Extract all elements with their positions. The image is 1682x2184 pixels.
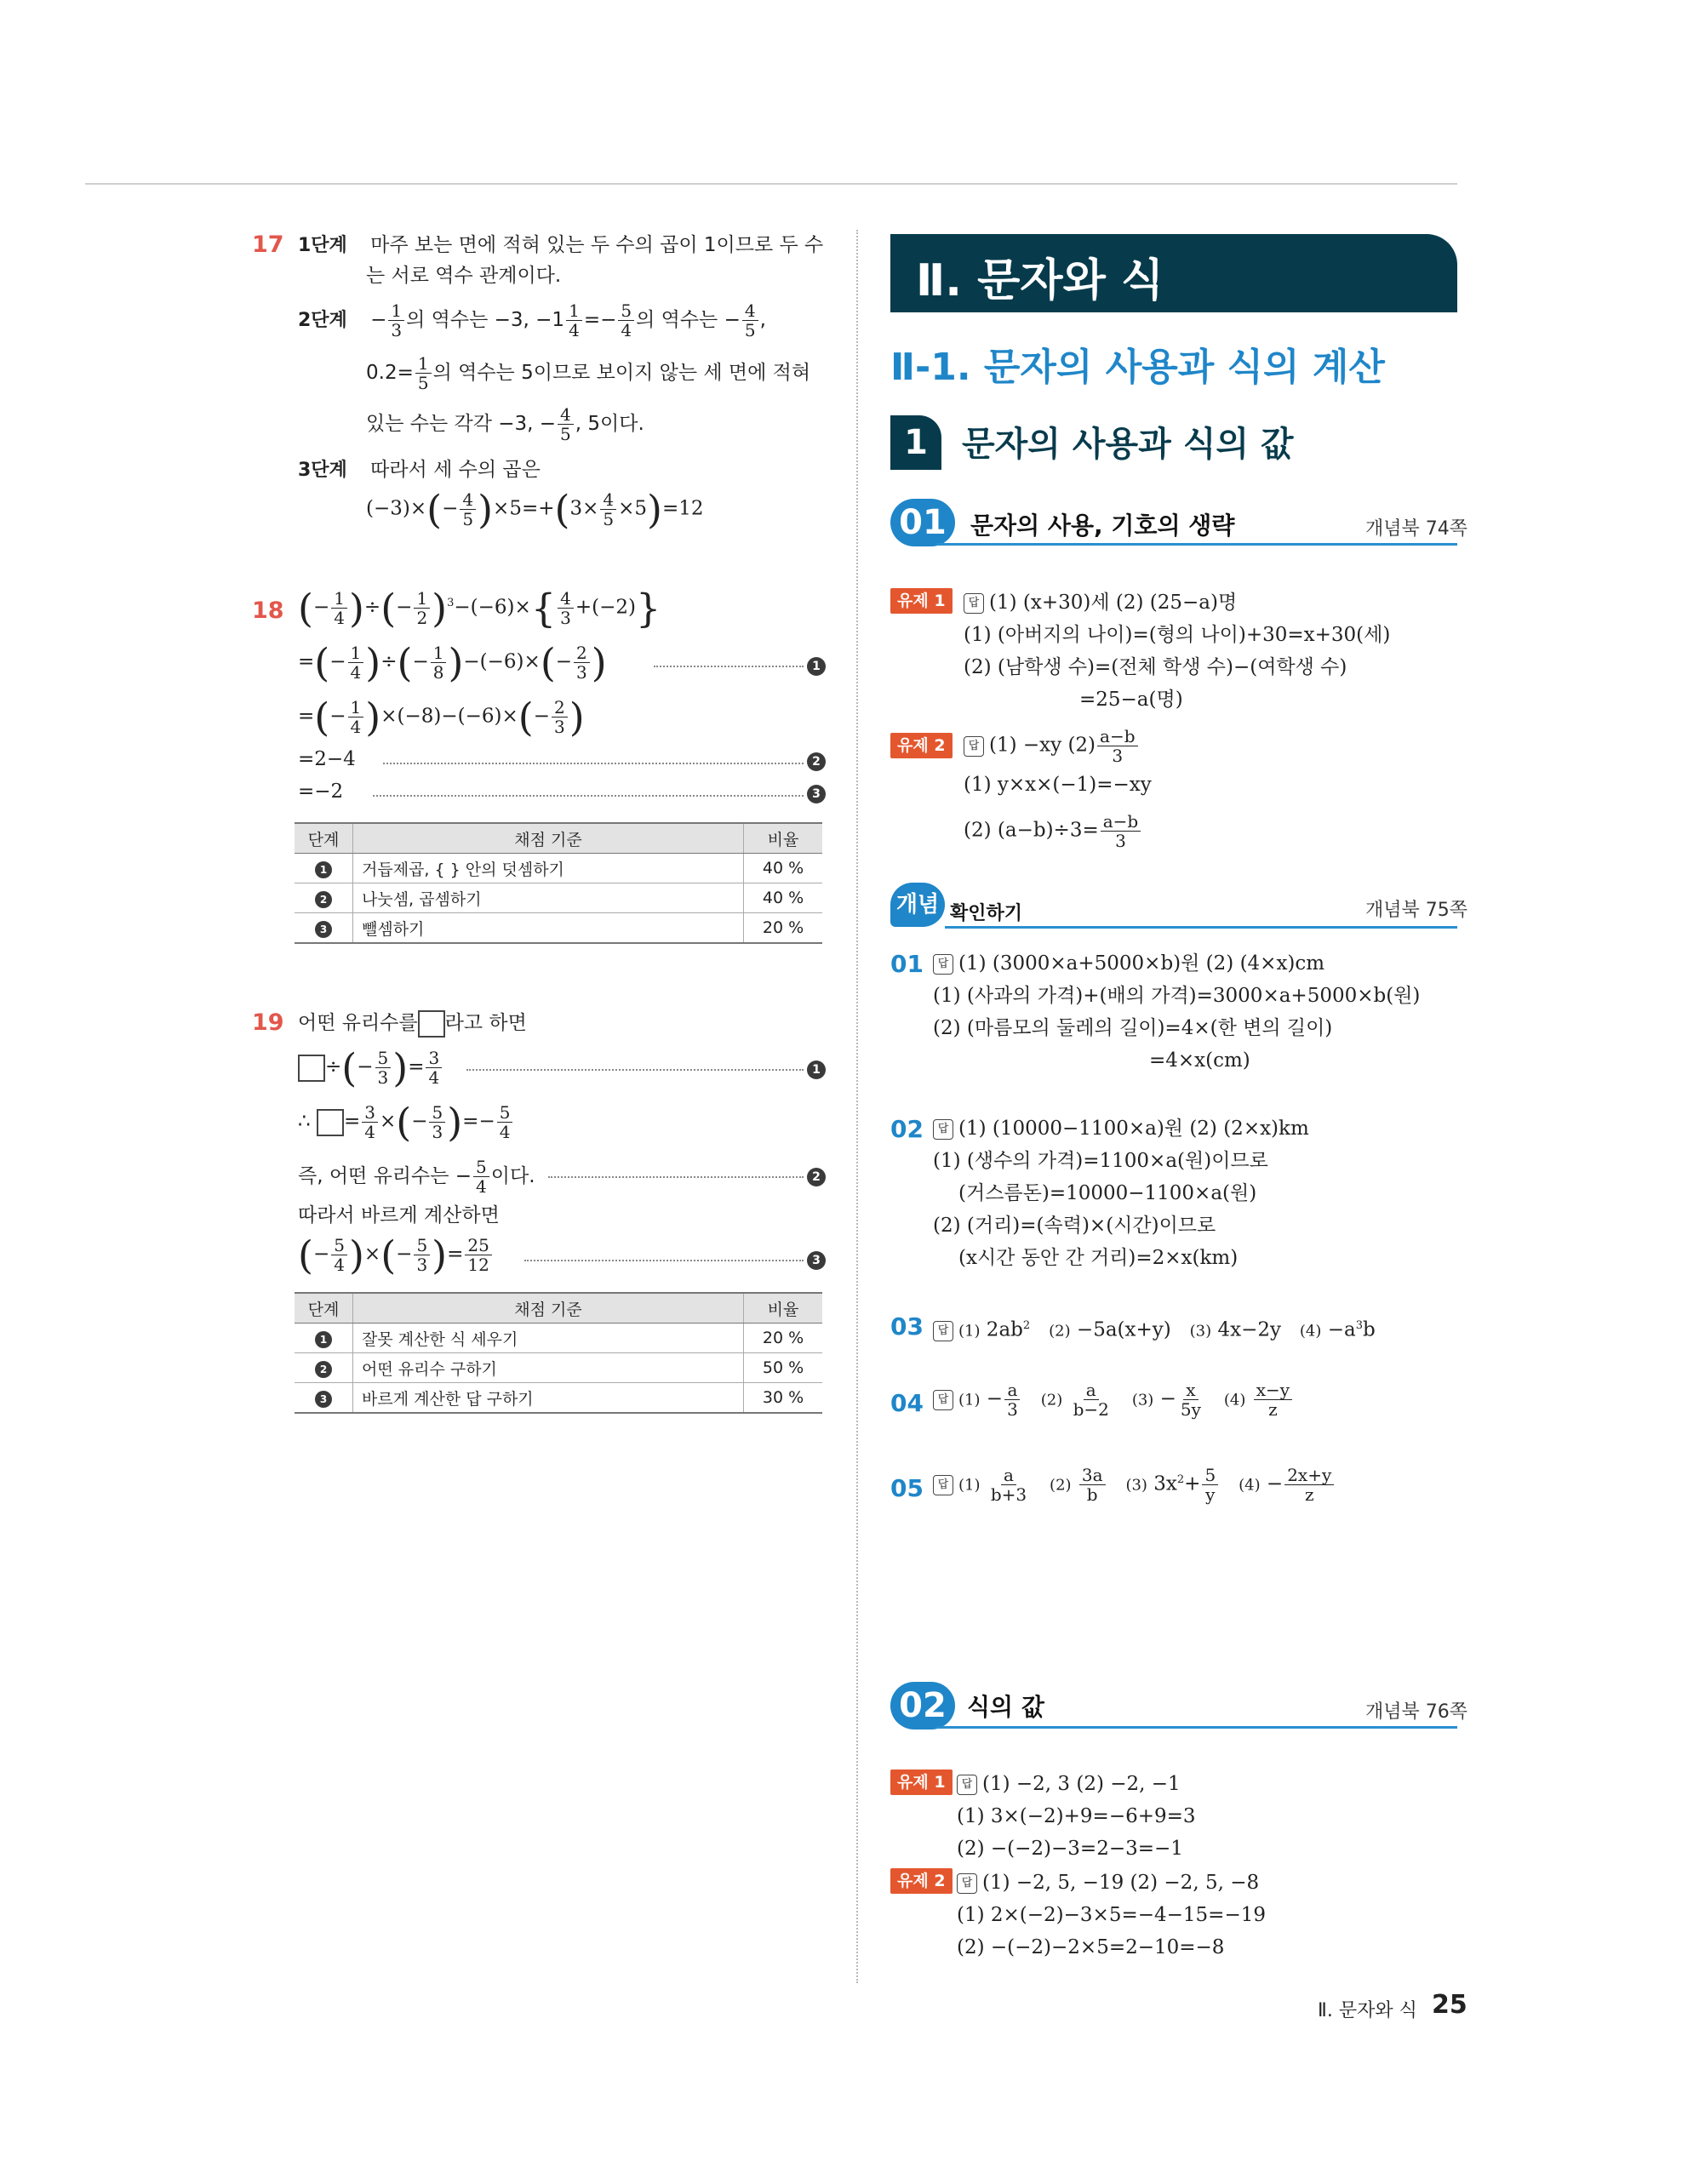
- answer-icon: 답: [933, 1119, 953, 1140]
- footer-chapter: Ⅱ. 문자와 식: [1318, 2000, 1417, 2021]
- question-number: 04: [890, 1389, 924, 1417]
- step1-line2: 는 서로 역수 관계이다.: [366, 265, 562, 287]
- row-ratio: 20 %: [744, 913, 823, 944]
- leader-dots: [383, 763, 804, 764]
- explanation-line: (x시간 동안 간 거리)=2×x(km): [958, 1247, 1239, 1269]
- p19-line4-a: 즉, 어떤 유리수는 −: [298, 1165, 472, 1187]
- row-mark: 1: [315, 1331, 332, 1348]
- example-badge: 유제 1: [890, 1769, 953, 1795]
- row-mark: 1: [315, 861, 332, 878]
- p18-line1: (− $\frac{1}{4}$ )÷(− $\frac{1}{2}$ )$^3$−(−6)×{ $\frac{4}{3}$ +(−2)}: [298, 585, 661, 632]
- p19-line4-b: 이다.: [490, 1165, 535, 1187]
- example-answer-text: (1) −2, 5, −19 (2) −2, 5, −8: [982, 1872, 1260, 1894]
- row-ratio: 40 %: [744, 883, 823, 913]
- example-answer: [957, 1770, 1181, 1798]
- topic-underline: [936, 1726, 1457, 1729]
- page-number: 25: [1432, 1990, 1467, 2020]
- problem-18-number: 18: [252, 597, 284, 624]
- mark-2: 2: [807, 1168, 826, 1186]
- answer-icon: 답: [957, 1873, 977, 1894]
- example-answer: 답 (1) −xy (2) $\frac{a-b}{3}$: [964, 727, 1140, 765]
- question-number: 02: [890, 1115, 924, 1143]
- table-header: 비율: [744, 1293, 823, 1324]
- step3-expression: (−3)×(− $\frac{4}{5}$ )×5=+(3× $\frac{4}{5}$ ×5)=12: [366, 486, 704, 533]
- step2-line2: 0.2= $\frac{1}{5}$ 의 역수는 5이므로 보이지 않는 세 면에 적혀: [366, 353, 811, 393]
- p18-line5: =−2: [298, 780, 344, 803]
- mark-3: 3: [807, 785, 826, 803]
- p19-scoring-table: [295, 1292, 822, 1414]
- explanation-line: (2) (마름모의 둘레의 길이)=4×(한 변의 길이): [933, 1017, 1333, 1039]
- step2-label: 2단계: [298, 310, 347, 331]
- section-number: 1: [890, 415, 941, 470]
- answer-icon: 답: [933, 1390, 953, 1410]
- row-mark: 2: [315, 1361, 332, 1378]
- table-header: 채점 기준: [353, 1293, 744, 1324]
- explanation-line: (2) (거리)=(속력)×(시간)이므로: [933, 1215, 1216, 1237]
- section-title: 문자의 사용과 식의 값: [962, 425, 1294, 464]
- mark-3: 3: [807, 1251, 826, 1270]
- step2-text-a: 의 역수는 −3, −1: [406, 309, 565, 331]
- mark-1: 1: [807, 657, 826, 676]
- table-header: 단계: [295, 1293, 353, 1324]
- question-answer: [933, 950, 1324, 977]
- topic-title: 문자의 사용, 기호의 생략: [970, 512, 1235, 540]
- explanation-line: =4×x(cm): [1149, 1049, 1250, 1072]
- topic-underline: [945, 926, 1457, 929]
- reference-page: 개념북 76쪽: [1365, 1701, 1467, 1723]
- explanation-line: (2) (a−b)÷3= $\frac{a-b}{3}$: [964, 812, 1142, 850]
- explanation-line: (1) (생수의 가격)=1100×a(원)이므로: [933, 1150, 1268, 1172]
- answer-icon: 답: [933, 1321, 953, 1341]
- topic-number-badge: 02: [890, 1682, 955, 1729]
- row-criterion: 잘못 계산한 식 세우기: [353, 1324, 744, 1353]
- p19-line4: 즉, 어떤 유리수는 − $\frac{5}{4}$ 이다.: [298, 1157, 535, 1197]
- problem-17-step3: [298, 456, 541, 484]
- example-badge: 유제 2: [890, 733, 953, 758]
- column-divider: [856, 230, 858, 1983]
- question-number: 03: [890, 1312, 924, 1341]
- row-criterion: 어떤 유리수 구하기: [353, 1353, 744, 1383]
- answer-icon: 답: [964, 736, 984, 757]
- step2-text-f: , 5이다.: [575, 413, 644, 435]
- explanation-line: =25−a(명): [1079, 689, 1183, 711]
- step3-label: 3단계: [298, 460, 347, 481]
- example-answer: [964, 589, 1237, 616]
- mark-2: 2: [807, 752, 826, 771]
- p19-line1-a: 어떤 유리수를: [298, 1012, 418, 1034]
- table-header: 비율: [744, 823, 823, 854]
- unknown-box: [418, 1010, 445, 1038]
- table-row: [295, 1353, 822, 1383]
- row-ratio: 40 %: [744, 854, 823, 883]
- top-rule: [85, 183, 1457, 185]
- example-answer-text: (1) −2, 3 (2) −2, −1: [982, 1773, 1181, 1795]
- mark-1: 1: [807, 1061, 826, 1079]
- example-badge: 유제 2: [890, 1868, 953, 1894]
- example-answer-text: (1) −xy (2): [989, 734, 1096, 757]
- p18-scoring-table: [295, 822, 822, 944]
- question-answer: 답 (1) − $\frac{a}{3}$ (2) $\frac{a}{b-2}$ (3) − $\frac{x}{5y}$ (4) $\frac{x-y}{z}$: [933, 1381, 1294, 1419]
- row-ratio: 50 %: [744, 1353, 823, 1383]
- table-header: 단계: [295, 823, 353, 854]
- leader-dots: [524, 1260, 804, 1261]
- topic-underline: [936, 543, 1457, 546]
- question-answer: [933, 1115, 1309, 1142]
- row-ratio: 30 %: [744, 1383, 823, 1414]
- reference-page: 개념북 74쪽: [1365, 518, 1467, 540]
- concept-badge: 개념: [890, 883, 945, 927]
- answer-icon: 답: [933, 954, 953, 975]
- row-mark: 2: [315, 891, 332, 908]
- chapter-title: Ⅱ. 문자와 식: [916, 255, 1164, 306]
- explanation-line: (1) (아버지의 나이)=(형의 나이)+30=x+30(세): [964, 624, 1391, 646]
- answer-icon: 답: [957, 1775, 977, 1795]
- question-answer-text: (1) (3000×a+5000×b)원 (2) (4×x)cm: [958, 952, 1325, 975]
- table-row: [295, 883, 822, 913]
- explanation-line: (1) 2×(−2)−3×5=−4−15=−19: [957, 1904, 1266, 1926]
- step2-text-b: 의 역수는 −: [636, 309, 741, 331]
- table-row: [295, 854, 822, 883]
- p18-line4: =2−4: [298, 748, 356, 770]
- question-number: 05: [890, 1474, 924, 1502]
- p19-line6: (− $\frac{5}{4}$ )×(− $\frac{5}{3}$ )= $\frac{25}{12}$: [298, 1236, 494, 1274]
- explanation-line: (2) (남학생 수)=(전체 학생 수)−(여학생 수): [964, 656, 1347, 678]
- row-criterion: 바르게 계산한 답 구하기: [353, 1383, 744, 1414]
- leader-dots: [654, 666, 804, 667]
- step1-label: 1단계: [298, 235, 347, 256]
- row-criterion: 뺄셈하기: [353, 913, 744, 944]
- explanation-line: (1) 3×(−2)+9=−6+9=3: [957, 1805, 1196, 1827]
- table-row: [295, 913, 822, 944]
- explanation-line: (2) −(−2)−2×5=2−10=−8: [957, 1936, 1225, 1958]
- explanation-line: (거스름돈)=10000−1100×a(원): [958, 1182, 1257, 1204]
- reference-page: 개념북 75쪽: [1365, 900, 1467, 921]
- p19-line3: ∴ = $\frac{3}{4}$ ×(− $\frac{5}{3}$ )=− $\frac{5}{4}$: [298, 1103, 514, 1141]
- problem-17-number: 17: [252, 232, 284, 258]
- row-criterion: 나눗셈, 곱셈하기: [353, 883, 744, 913]
- step3-line1: 따라서 세 수의 곱은: [370, 459, 541, 481]
- topic-title: 식의 값: [967, 1693, 1044, 1721]
- step1-line1: 마주 보는 면에 적혀 있는 두 수의 곱이 1이므로 두 수: [370, 234, 824, 256]
- row-ratio: 20 %: [744, 1324, 823, 1353]
- concept-title: 확인하기: [950, 903, 1023, 924]
- table-row: [295, 1383, 822, 1414]
- explanation-line: (1) (사과의 가격)+(배의 가격)=3000×a+5000×b(원): [933, 985, 1421, 1007]
- step2-text-e: 있는 수는 각각 −3, −: [366, 413, 557, 435]
- row-mark: 3: [315, 1391, 332, 1408]
- problem-17-step2: 2단계 − $\frac{1}{3}$ 의 역수는 −3, −1 $\frac{1}{4}$ =− $\frac{5}{4}$ 의 역수는 − $\frac{4}{5}$ ,: [298, 300, 766, 340]
- subchapter-title: Ⅱ-1. 문자의 사용과 식의 계산: [890, 346, 1385, 389]
- problem-17-step1: [298, 232, 823, 260]
- row-mark: 3: [315, 921, 332, 938]
- table-row: [295, 1324, 822, 1353]
- step2-text-c: 0.2=: [366, 362, 414, 384]
- p19-line5: 따라서 바르게 계산하면: [298, 1204, 500, 1226]
- question-answer-text: (1) (10000−1100×a)원 (2) (2×x)km: [958, 1118, 1309, 1140]
- chapter-banner: [890, 234, 1457, 312]
- explanation-text: (2) (a−b)÷3=: [964, 819, 1099, 842]
- step2-text-d: 의 역수는 5이므로 보이지 않는 세 면에 적혀: [432, 362, 811, 384]
- explanation-line: (2) −(−2)−3=2−3=−1: [957, 1838, 1183, 1860]
- topic-number-badge: 01: [890, 499, 955, 546]
- table-header: 채점 기준: [353, 823, 744, 854]
- step3-result: =12: [661, 497, 704, 520]
- answer-icon: 답: [933, 1475, 953, 1495]
- question-number: 01: [890, 950, 924, 978]
- unknown-box: [298, 1055, 325, 1082]
- p19-line1-b: 라고 하면: [444, 1012, 527, 1034]
- p18-line3: =(− $\frac{1}{4}$ )×(−8)−(−6)×(− $\frac{2}{3}$ ): [298, 694, 585, 740]
- answer-icon: 답: [964, 593, 984, 614]
- question-answer: 답 (1) $2ab^2$ (2) −5a(x+y) (3) 4x−2y $(4) -a^3b$: [933, 1312, 1376, 1346]
- p19-line1: [298, 1009, 527, 1038]
- example-answer: [957, 1869, 1259, 1896]
- step2-line3: 있는 수는 각각 −3, − $\frac{4}{5}$ , 5이다.: [366, 404, 644, 444]
- row-criterion: 거듭제곱, { } 안의 덧셈하기: [353, 854, 744, 883]
- p19-line2: ÷(− $\frac{5}{3}$ )= $\frac{3}{4}$: [298, 1049, 443, 1087]
- question-answer: 답 (1) $\frac{a}{b+3}$ (2) $\frac{3a}{b}$ (3) $3x^2+$ $\frac{5}{y}$ (4) − $\frac{2x+y}{z}$: [933, 1466, 1336, 1504]
- leader-dots: [548, 1176, 804, 1178]
- leader-dots: [466, 1069, 804, 1071]
- explanation-line: (1) y×x×(−1)=−xy: [964, 774, 1152, 796]
- leader-dots: [373, 795, 804, 797]
- p18-line2: =(− $\frac{1}{4}$ )÷(− $\frac{1}{8}$ )−(−6)×(− $\frac{2}{3}$ ): [298, 639, 607, 686]
- example-badge: 유제 1: [890, 588, 953, 614]
- unknown-box: [317, 1109, 344, 1136]
- problem-19-number: 19: [252, 1009, 284, 1036]
- example-answer-text: (1) (x+30)세 (2) (25−a)명: [989, 592, 1238, 614]
